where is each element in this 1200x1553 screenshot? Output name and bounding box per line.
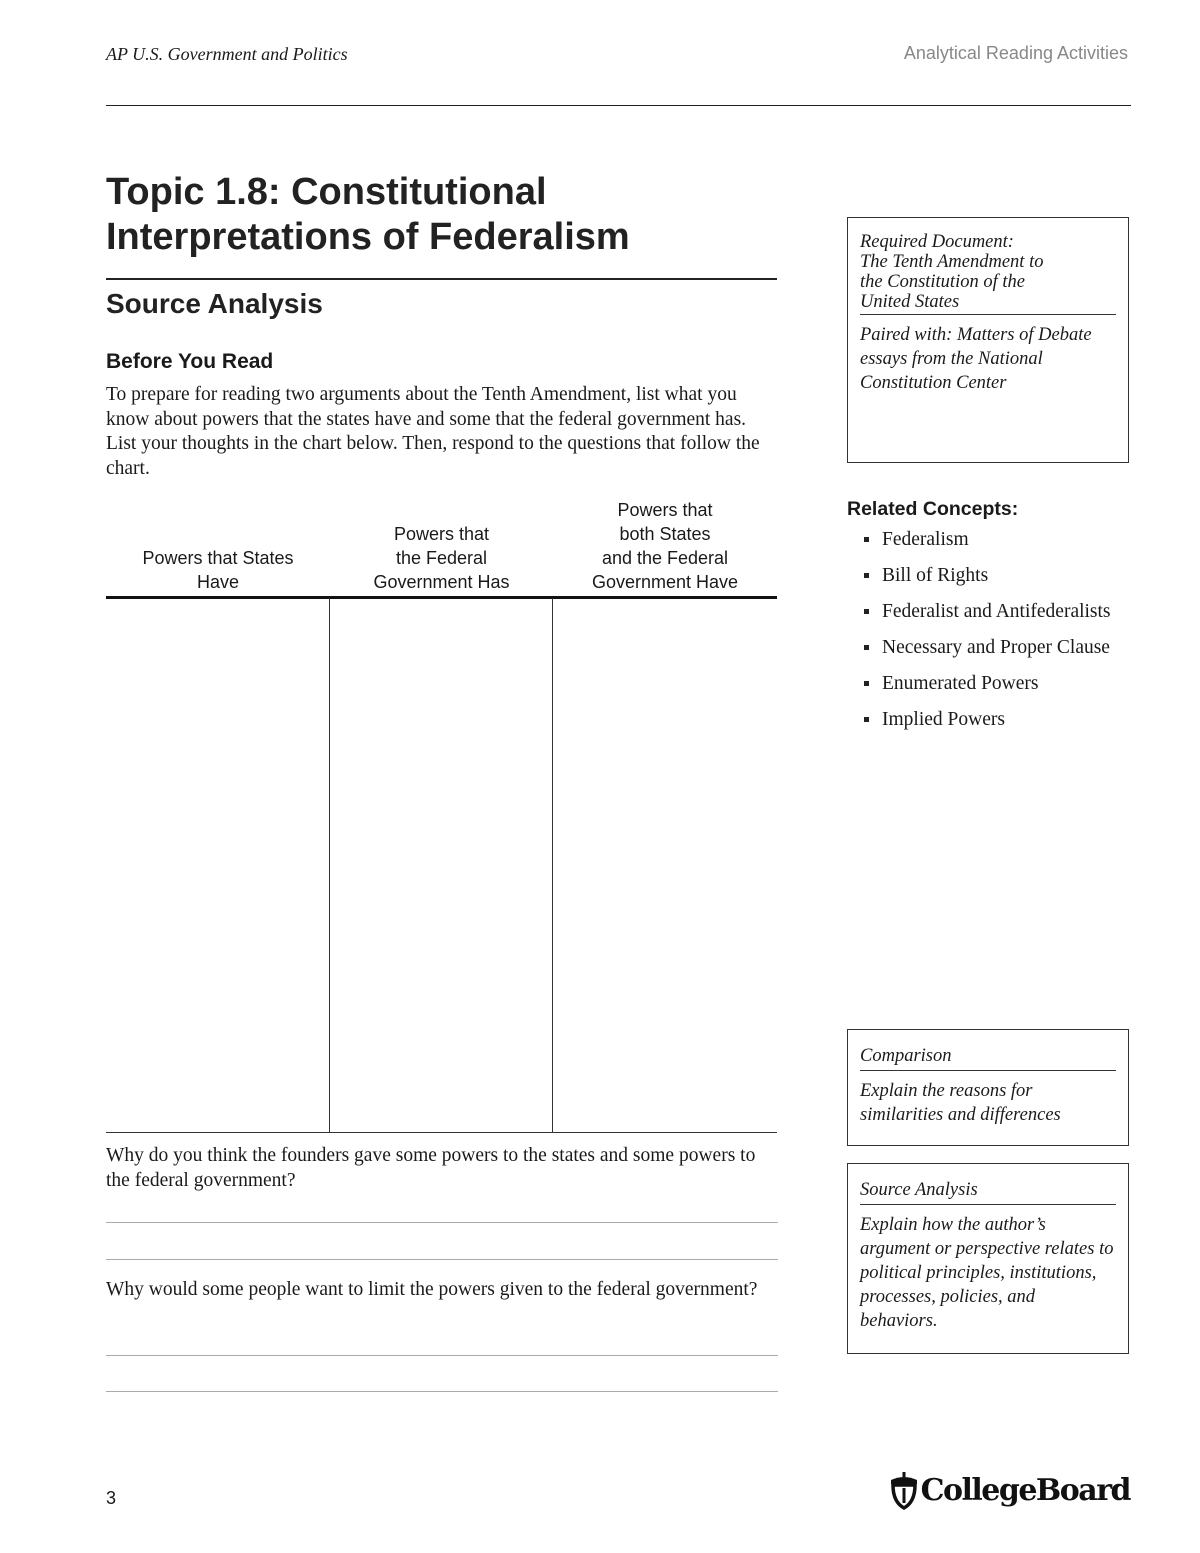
question-1: Why do you think the founders gave some powers to the states and some powers to the federal government? bbox=[106, 1145, 756, 1191]
chart-header-line: Powers that bbox=[393, 524, 490, 544]
comparison-text: Explain the reasons for similarities and differences bbox=[860, 1081, 1061, 1125]
answer-line[interactable] bbox=[106, 1391, 778, 1392]
chart-header-line: both States bbox=[619, 524, 711, 544]
required-document-line: Required Document: bbox=[860, 232, 1014, 252]
list-item: Federalist and Antifederalists bbox=[860, 599, 1120, 624]
header-divider bbox=[106, 105, 1131, 106]
chart-top-rule bbox=[106, 596, 777, 599]
chart-bottom-rule bbox=[106, 1132, 777, 1133]
chart-header-line: the Federal bbox=[395, 548, 488, 568]
paired-with-text: Paired with: Matters of Debate essays from the National Constitution Center bbox=[860, 325, 1092, 393]
before-you-read-text: To prepare for reading two arguments about the Tenth Amendment, list what you know about powers that the states have and some that the federal government has. List your thoughts in the chart below. Then, respond to the questions that follow the chart. bbox=[106, 384, 760, 479]
acorn-icon bbox=[887, 1470, 921, 1510]
title-line-1: Topic 1.8: Constitutional bbox=[106, 171, 547, 213]
comparison-box bbox=[847, 1029, 1129, 1146]
section-heading: Source Analysis bbox=[106, 288, 323, 319]
required-document-box bbox=[847, 217, 1129, 463]
chart-header-line: Have bbox=[196, 572, 239, 592]
list-item: Necessary and Proper Clause bbox=[860, 635, 1120, 660]
logo-wordmark: CollegeBoard bbox=[920, 1472, 1130, 1508]
chart-column-divider bbox=[552, 598, 553, 1133]
list-item: Implied Powers bbox=[860, 707, 1120, 732]
page-title bbox=[106, 170, 776, 260]
chart-header-line: Powers that bbox=[617, 500, 713, 520]
chart-header-states bbox=[106, 500, 330, 594]
source-analysis-text: Explain how the author’s argument or perspective relates to political principles, institutions, processes, policies, and behaviors. bbox=[860, 1215, 1114, 1331]
list-item: Bill of Rights bbox=[860, 563, 1120, 588]
chart-header-line: and the Federal bbox=[601, 548, 729, 568]
answer-line[interactable] bbox=[106, 1222, 778, 1223]
title-divider bbox=[106, 278, 777, 280]
chart-header-line: Government Have bbox=[591, 572, 739, 592]
question-2: Why would some people want to limit the powers given to the federal government? bbox=[106, 1279, 758, 1300]
running-header-left: AP U.S. Government and Politics bbox=[106, 44, 348, 64]
chart-column-divider bbox=[329, 598, 330, 1133]
answer-line[interactable] bbox=[106, 1259, 778, 1260]
collegeboard-logo bbox=[887, 1470, 1130, 1510]
related-concepts-heading: Related Concepts: bbox=[847, 498, 1019, 520]
list-item: Enumerated Powers bbox=[860, 671, 1120, 696]
chart-header-both bbox=[553, 500, 777, 594]
chart-header-federal bbox=[330, 500, 553, 594]
required-document-head bbox=[860, 232, 1116, 315]
required-document-line: The Tenth Amendment to bbox=[860, 252, 1044, 272]
chart-header-line: Powers that States bbox=[142, 548, 294, 568]
before-you-read-heading: Before You Read bbox=[106, 350, 274, 373]
chart-header-line: Government Has bbox=[373, 572, 510, 592]
source-analysis-box bbox=[847, 1163, 1129, 1354]
title-line-2: Interpretations of Federalism bbox=[106, 216, 630, 258]
required-document-line: United States bbox=[860, 292, 960, 312]
list-item: Federalism bbox=[860, 527, 1120, 552]
source-analysis-head: Source Analysis bbox=[860, 1178, 1116, 1205]
related-concepts-list bbox=[860, 527, 1120, 743]
answer-line[interactable] bbox=[106, 1355, 778, 1356]
page-number: 3 bbox=[106, 1488, 117, 1508]
comparison-head: Comparison bbox=[860, 1044, 1116, 1071]
running-header-right: Analytical Reading Activities bbox=[903, 43, 1128, 63]
required-document-line: the Constitution of the bbox=[860, 272, 1025, 292]
